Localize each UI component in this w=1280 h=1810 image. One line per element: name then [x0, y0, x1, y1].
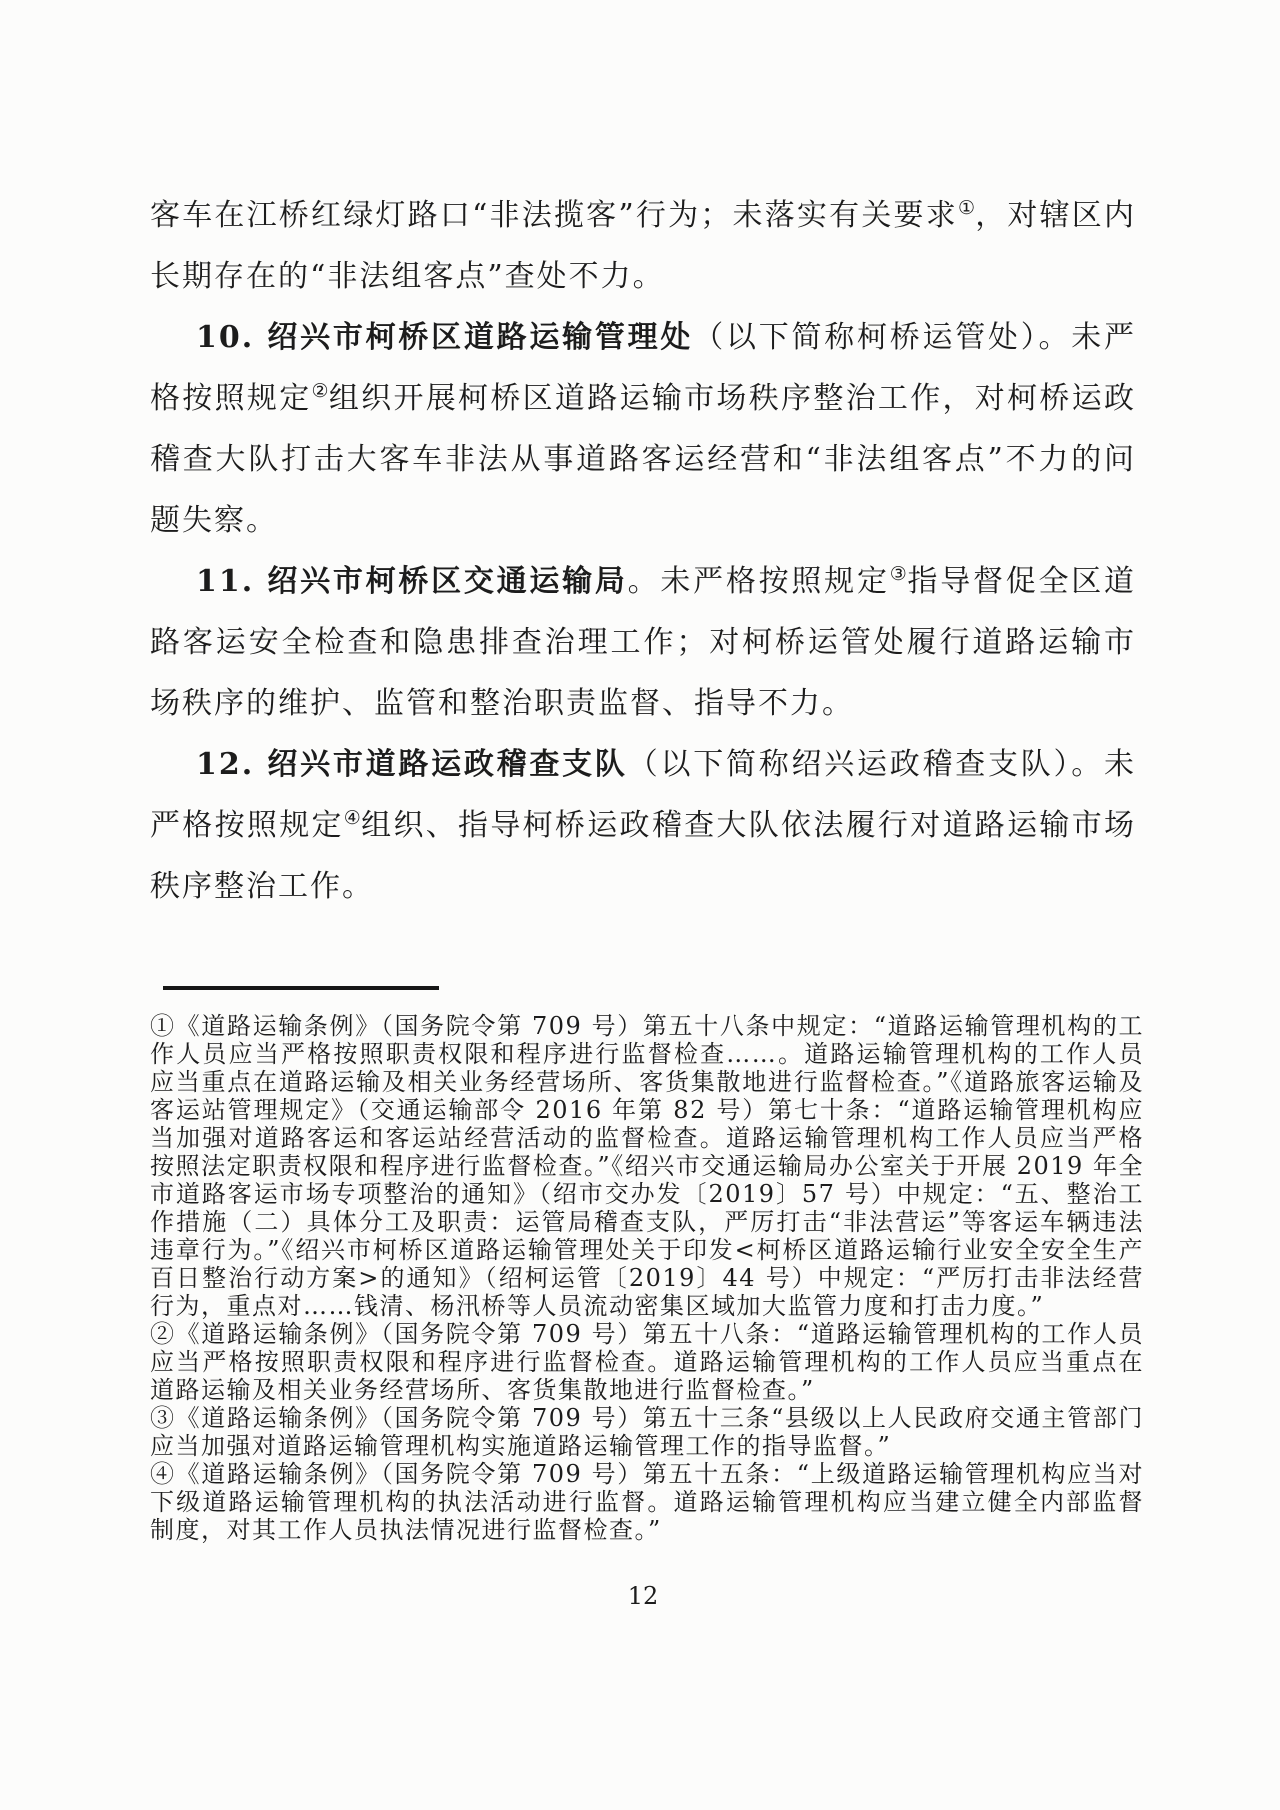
footnote-item: ③《道路运输条例》（国务院令第 709 号）第五十三条“县级以上人民政府交通主管部门应当加强对道路运输管理机构实施道路运输管理工作的指导监督。” — [150, 1404, 1144, 1460]
body-paragraph — [150, 185, 1136, 307]
footnote-reference-marker: ③ — [889, 563, 908, 585]
text-segment: 组织开展柯桥区道路运输市场秩序整治工作，对柯桥运政稽查大队打击大客车非法从事道路客运经营和“非法组客点”不力的问题失察。 — [150, 381, 1137, 538]
text-segment: 。未严格按照规定 — [627, 564, 890, 599]
footnote-reference-marker: ② — [311, 380, 329, 402]
body-text — [150, 185, 1136, 917]
text-segment: ，对辖区内长期存在的“非法组客点”查处不力。 — [150, 198, 1136, 294]
footnote-reference-marker: ① — [957, 197, 976, 219]
text-segment: 指导督促全区道路客运安全检查和隐患排查治理工作；对柯桥运管处履行道路运输市场秩序的维护、监管和整治职责监督、指导不力。 — [150, 564, 1137, 721]
footnote-divider — [163, 986, 439, 990]
text-segment: 组织、指导柯桥运政稽查大队依法履行对道路运输市场秩序整治工作。 — [150, 808, 1137, 904]
text-segment: 12. 绍兴市道路运政稽查支队 — [196, 747, 628, 782]
footnotes-list — [150, 1012, 1144, 1544]
page-number: 12 — [627, 1582, 659, 1610]
text-segment: （以下简称柯桥运管处）。未严格按照规定 — [150, 320, 1137, 416]
footnote-item: ②《道路运输条例》（国务院令第 709 号）第五十八条：“道路运输管理机构的工作人员应当严格按照职责权限和程序进行监督检查。道路运输管理机构的工作人员应当重点在道路运输及相关业务经营场所、客货集散地进行监督检查。” — [150, 1320, 1144, 1404]
text-segment: 11. 绍兴市柯桥区交通运输局 — [196, 564, 628, 599]
body-paragraph — [150, 551, 1136, 734]
text-segment: （以下简称绍兴运政稽查支队）。未严格按照规定 — [150, 747, 1136, 843]
body-paragraph — [150, 307, 1136, 551]
text-segment: 客车在江桥红绿灯路口“非法揽客”行为；未落实有关要求 — [150, 198, 958, 233]
body-paragraph — [150, 734, 1136, 917]
text-segment: 10. 绍兴市柯桥区道路运输管理处 — [196, 320, 694, 355]
footnote-reference-marker: ④ — [343, 807, 362, 829]
footnote-item: ①《道路运输条例》（国务院令第 709 号）第五十八条中规定：“道路运输管理机构的工作人员应当严格按照职责权限和程序进行监督检查……。道路运输管理机构的工作人员应当重点在道路运输及相关业务经营场所、客货集散地进行监督检查。”《道路旅客运输及客运站管理规定》（交通运输部令 2016 年第 82 号）第七十条：“道路运输管理机构应当加强对道路客运和客运站经营活动的监督检查。道路运输管理机构工作人员应当严格按照法定职责权限和程序进行监督检查。”《绍兴市交通运输局办公室关于开展 2019 年全市道路客运市场专项整治的通知》（绍市交办发〔2019〕57 号）中规定：“五、整治工作措施（二）具体分工及职责：运管局稽查支队，严厉打击“非法营运”等客运车辆违法违章行为。”《绍兴市柯桥区道路运输管理处关于印发<柯桥区道路运输行业安全安全生产百日整治行动方案>的通知》（绍柯运管〔2019〕44 号）中规定：“严厉打击非法经营行为，重点对……钱清、杨汛桥等人员流动密集区域加大监管力度和打击力度。” — [150, 1012, 1144, 1320]
footnote-item: ④《道路运输条例》（国务院令第 709 号）第五十五条：“上级道路运输管理机构应当对下级道路运输管理机构的执法活动进行监督。道路运输管理机构应当建立健全内部监督制度，对其工作人员执法情况进行监督检查。” — [150, 1460, 1144, 1544]
